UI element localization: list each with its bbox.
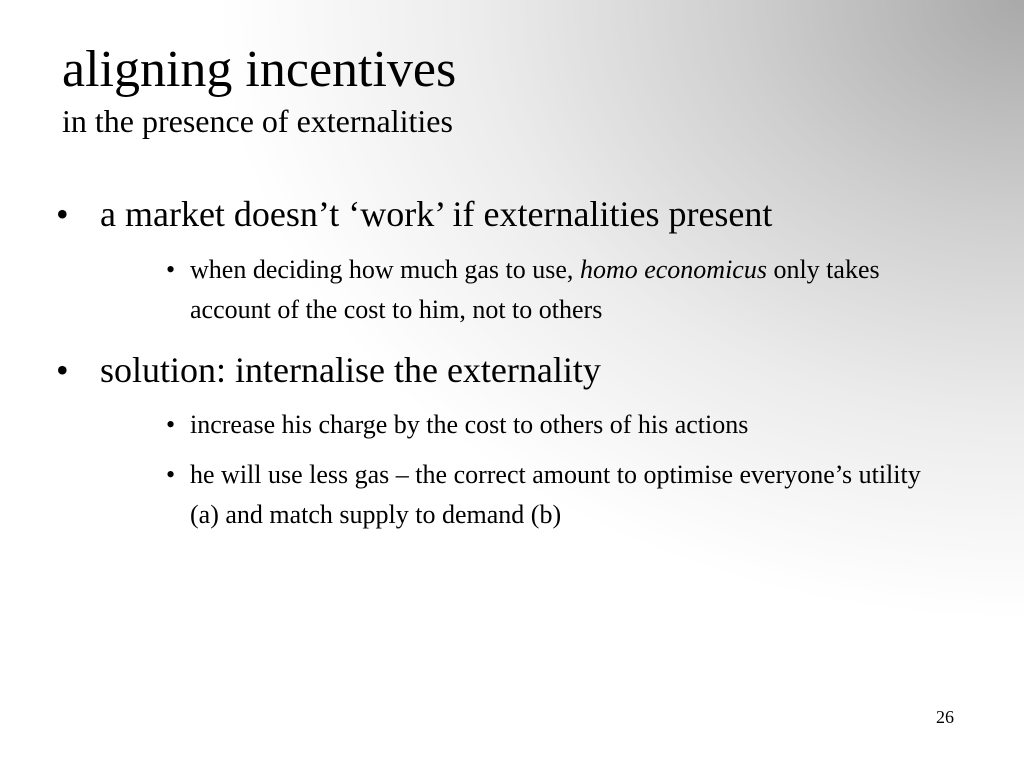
emphasis-homo-economicus: homo economicus — [579, 255, 767, 284]
sub-bullet-item — [166, 405, 966, 445]
page-number: 26 — [936, 707, 954, 727]
sub-bullet-text: increase his charge by the cost to others of his actions — [190, 410, 749, 439]
sub-bullet-text-after: only takes account of the cost to him, not to others — [190, 255, 880, 324]
sub-bullet-text-before: when deciding how much gas to use, — [190, 255, 580, 284]
bullet-text: solution: internalise the externality — [100, 350, 601, 390]
slide-subtitle: in the presence of externalities — [62, 103, 453, 139]
sub-bullet-item — [166, 250, 966, 330]
slide-title: aligning incentives — [62, 41, 457, 98]
sub-bullet-dot: • — [166, 255, 176, 284]
bullet-dot: • — [56, 194, 69, 234]
sub-bullet-dot: • — [166, 460, 176, 489]
sub-bullet-text — [190, 250, 966, 330]
sub-bullet-item — [166, 455, 926, 535]
sub-bullet-dot: • — [166, 410, 176, 439]
bullet-dot: • — [56, 350, 69, 390]
bullet-item — [56, 192, 772, 236]
sub-bullet-text: he will use less gas – the correct amount to optimise everyone’s utility (a) and match supply to demand (b) — [190, 460, 921, 529]
bullet-text: a market doesn’t ‘work’ if externalities present — [100, 194, 773, 234]
bullet-item — [56, 348, 601, 392]
